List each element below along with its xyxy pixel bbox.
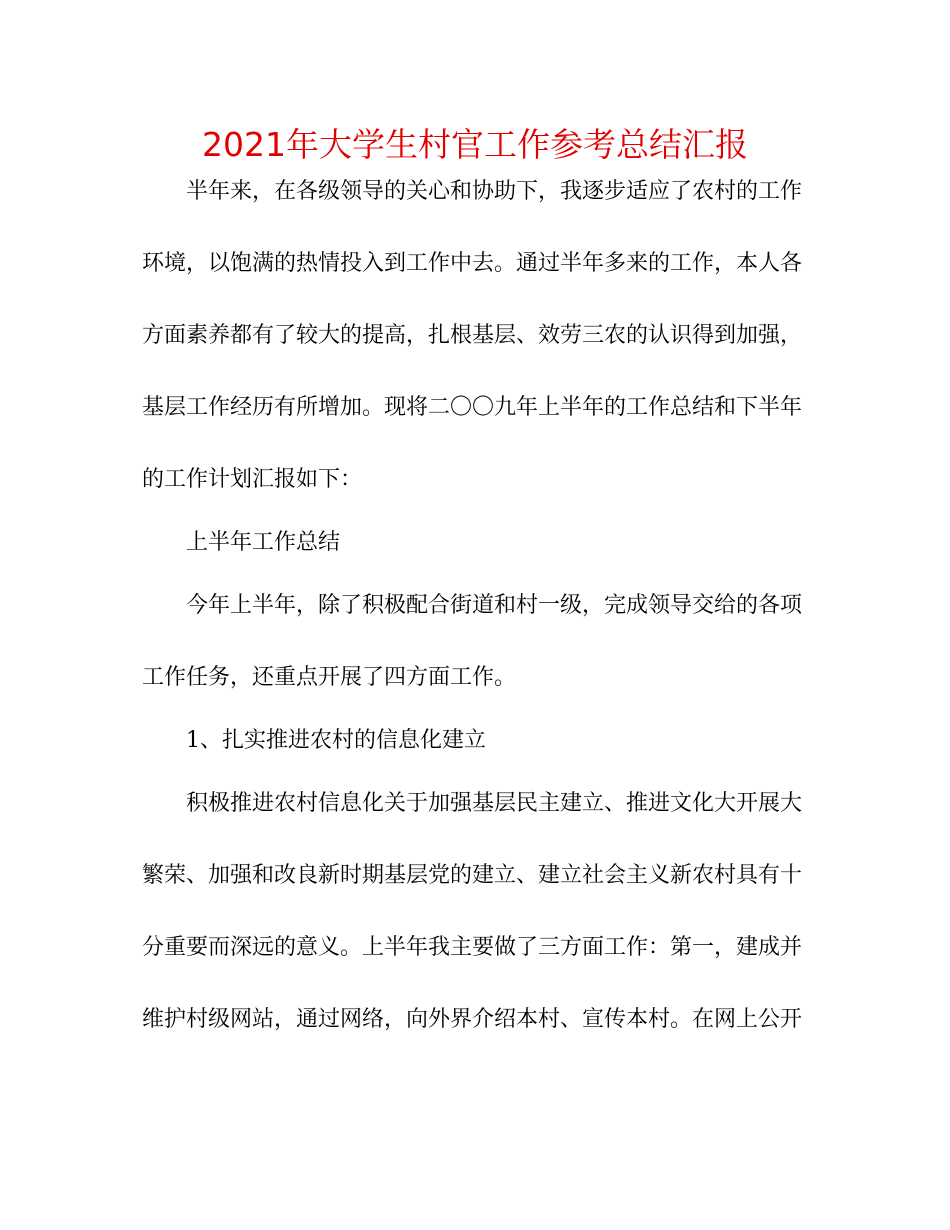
paragraph-line: 环境，以饱满的热情投入到工作中去。通过半年多来的工作，本人各: [142, 251, 802, 276]
paragraph-line: 积极推进农村信息化关于加强基层民主建立、推进文化大开展大: [186, 791, 802, 816]
paragraph-line: 今年上半年，除了积极配合街道和村一级，完成领导交给的各项: [186, 593, 802, 618]
paragraph-line: 半年来，在各级领导的关心和协助下，我逐步适应了农村的工作: [186, 179, 802, 204]
section-heading: 上半年工作总结: [186, 530, 341, 555]
paragraph-line: 繁荣、加强和改良新时期基层党的建立、建立社会主义新农村具有十: [142, 863, 802, 888]
paragraph-line: 方面素养都有了较大的提高，扎根基层、效劳三农的认识得到加强，: [142, 323, 802, 348]
document-title: 2021年大学生村官工作参考总结汇报: [202, 125, 748, 164]
paragraph-line: 工作任务，还重点开展了四方面工作。: [142, 665, 517, 690]
paragraph-line: 的工作计划汇报如下：: [142, 467, 363, 492]
paragraph-line: 基层工作经历有所增加。现将二〇〇九年上半年的工作总结和下半年: [142, 395, 802, 420]
paragraph-line: 分重要而深远的意义。上半年我主要做了三方面工作：第一，建成并: [142, 935, 802, 960]
paragraph-line: 维护村级网站，通过网络，向外界介绍本村、宣传本村。在网上公开: [142, 1007, 802, 1032]
subsection-heading: 1、扎实推进农村的信息化建立: [186, 728, 486, 753]
